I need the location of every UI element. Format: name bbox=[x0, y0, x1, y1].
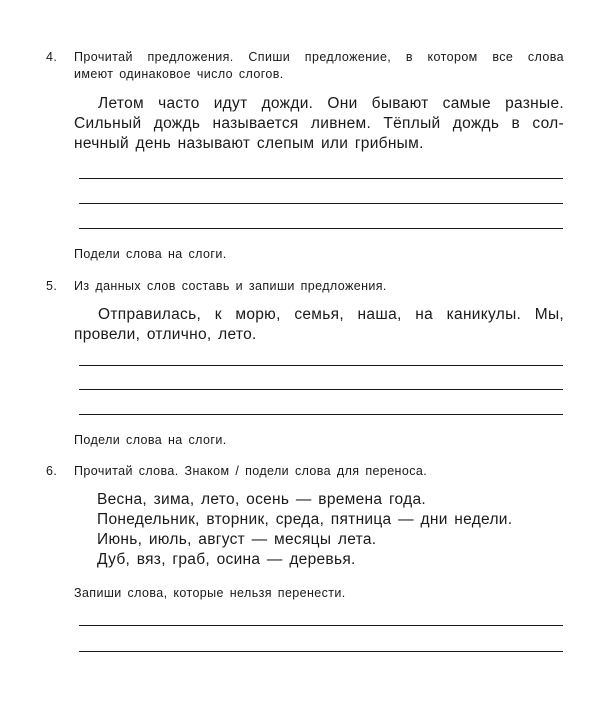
passage-line: Сильный дождь называется ливнем. Тёплый дождь в сол- bbox=[74, 115, 564, 132]
task-instruction bbox=[74, 278, 564, 295]
task-instruction bbox=[74, 49, 564, 83]
answer-line[interactable] bbox=[79, 625, 563, 626]
word-list bbox=[97, 490, 512, 570]
task-note: Запиши слова, которые нельзя перенести. bbox=[74, 586, 346, 600]
task-passage bbox=[74, 305, 564, 345]
instruction-line: Из данных слов составь и запиши предложения. bbox=[74, 279, 387, 293]
instruction-line: имеют одинаковое число слогов. bbox=[74, 67, 284, 81]
answer-line[interactable] bbox=[79, 389, 563, 390]
word-line: Понедельник, вторник, среда, пятница — дни недели. bbox=[97, 511, 513, 528]
passage-line: Отправилась, к морю, семья, наша, на каникулы. Мы, bbox=[98, 306, 564, 323]
passage-line: провели, отлично, лето. bbox=[74, 326, 257, 343]
instruction-line: Прочитай слова. Знаком / подели слова для переноса. bbox=[74, 464, 428, 478]
passage-line: Летом часто идут дожди. Они бывают самые разные. bbox=[98, 95, 564, 112]
word-line: Весна, зима, лето, осень — времена года. bbox=[97, 491, 427, 508]
word-line: Июнь, июль, август — месяцы лета. bbox=[97, 531, 377, 548]
task-instruction bbox=[74, 463, 564, 480]
answer-line[interactable] bbox=[79, 203, 563, 204]
task-note: Подели слова на слоги. bbox=[74, 247, 227, 261]
word-line: Дуб, вяз, граб, осина — деревья. bbox=[97, 551, 356, 568]
task-number: 5. bbox=[46, 279, 58, 293]
task-note: Подели слова на слоги. bbox=[74, 433, 227, 447]
passage-line: нечный день называют слепым или грибным. bbox=[74, 135, 424, 152]
answer-line[interactable] bbox=[79, 414, 563, 415]
task-number: 4. bbox=[46, 50, 58, 64]
answer-line[interactable] bbox=[79, 365, 563, 366]
answer-line[interactable] bbox=[79, 228, 563, 229]
task-passage bbox=[74, 94, 564, 154]
answer-line[interactable] bbox=[79, 651, 563, 652]
instruction-line: Прочитай предложения. Спиши предложение, в котором все слова bbox=[74, 50, 564, 64]
answer-line[interactable] bbox=[79, 178, 563, 179]
task-number: 6. bbox=[46, 464, 58, 478]
